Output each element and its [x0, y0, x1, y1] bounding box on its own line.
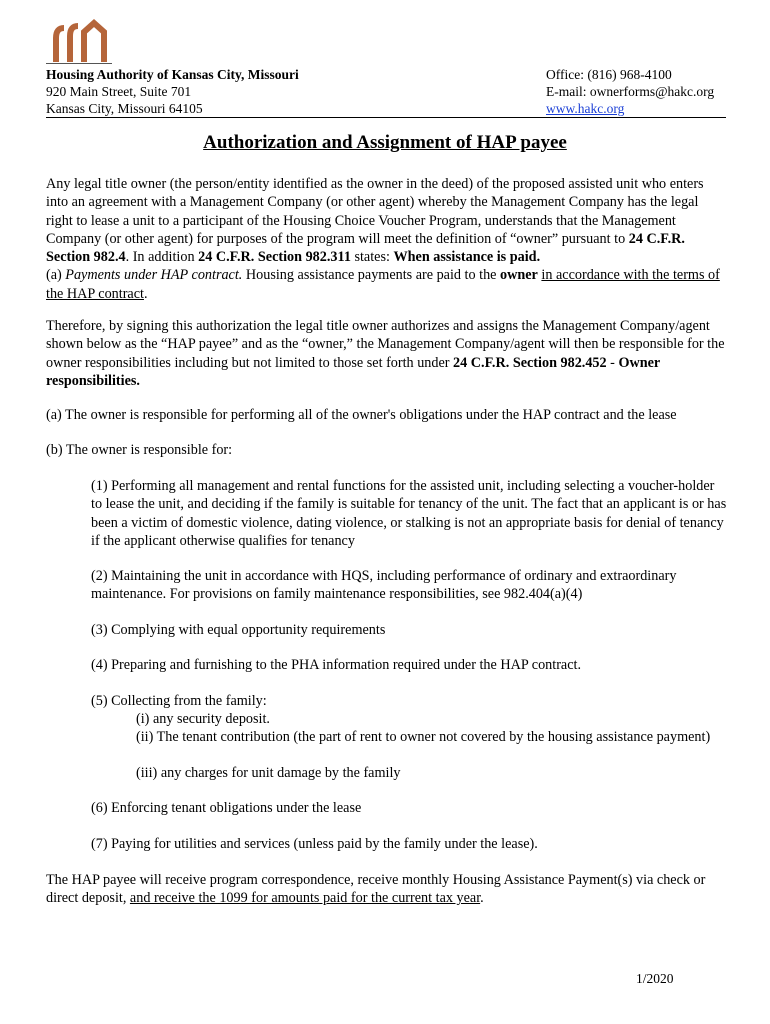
closing-paragraph — [46, 871, 728, 908]
item-b: (b) The owner is responsible for: — [46, 442, 233, 458]
hakc-logo-icon — [48, 18, 112, 62]
org-address-block — [46, 66, 299, 117]
header-divider — [46, 117, 726, 118]
cfr-982-452: 24 C.F.R. Section 982.452 — [453, 354, 607, 371]
therefore-dash: - — [606, 354, 619, 371]
sub-item-4: (4) Preparing and furnishing to the PHA information required under the HAP contract. — [91, 657, 582, 673]
closing-text-1: The HAP payee will receive program correspondence, receive monthly Housing Assistance Payment(s) via check or direct deposit, — [46, 872, 706, 907]
office-phone: Office: (816) 968-4100 — [546, 67, 672, 82]
sub-item-2: (2) Maintaining the unit in accordance with HQS, including performance of ordinary and extraordinary maintenance. For provisions on family maintenance responsibilities, see 982.404(a)(4) — [91, 568, 677, 603]
sub-item-3: (3) Complying with equal opportunity requirements — [91, 622, 386, 638]
closing-1099-underlined: and receive the 1099 for amounts paid for the current tax year — [129, 890, 481, 907]
therefore-text-1: Therefore, by signing this authorization the legal title owner authorizes and assigns the Management Company/agent shown below as the “HAP payee” and as the “owner,” the Management Company/agent will then be responsible for the owner responsibilities including but not limited to those set forth under — [46, 318, 725, 371]
when-assistance-paid: When assistance is paid. — [393, 249, 541, 266]
owner-bold: owner — [500, 267, 538, 284]
therefore-paragraph — [46, 317, 728, 390]
contact-block — [546, 66, 714, 117]
address-line-1: 920 Main Street, Suite 701 — [46, 84, 192, 99]
intro-text-5: Housing assistance payments are paid to the — [242, 267, 501, 284]
intro-text-3: states: — [350, 249, 394, 266]
sub-item-1: (1) Performing all management and rental functions for the assisted unit, including selecting a voucher-holder to lease the unit, and deciding if the family is suitable for tenancy of the unit. The fact that an applicant is or has been a victim of domestic violence, dating violence, or stalking is not an appropriate basis for denial of tenancy if the applicant otherwise qualifies for tenancy — [91, 478, 727, 549]
website-link[interactable]: www.hakc.org — [546, 101, 625, 116]
owner-responsibilities-heading: Owner responsibilities. — [46, 354, 660, 389]
hap-terms-underlined: in accordance with the terms of the HAP contract — [46, 267, 720, 302]
address-line-2: Kansas City, Missouri 64105 — [46, 101, 203, 116]
revision-date: 1/2020 — [636, 971, 674, 986]
payments-under-hap: Payments under HAP contract. — [65, 267, 243, 284]
sub-item-5: (5) Collecting from the family: — [91, 693, 267, 709]
closing-period: . — [480, 890, 484, 907]
sub-item-5-i: (i) any security deposit. — [136, 711, 270, 727]
contact-email: E-mail: ownerforms@hakc.org — [546, 84, 715, 99]
cfr-982-311: 24 C.F.R. Section 982.311 — [198, 249, 351, 266]
sub-item-5-ii: (ii) The tenant contribution (the part of rent to owner not covered by the housing assistance payment) — [136, 729, 711, 745]
sub-item-6: (6) Enforcing tenant obligations under the lease — [91, 800, 362, 816]
sub-item-7: (7) Paying for utilities and services (unless paid by the family under the lease). — [91, 836, 538, 852]
intro-text-4: (a) — [46, 267, 66, 284]
intro-paragraph — [46, 175, 728, 303]
intro-text-1: Any legal title owner (the person/entity identified as the owner in the deed) of the proposed assisted unit who enters into an agreement with a Management Company (or other agent) whereby the Management Company has the legal right to lease a unit to a participant of the Housing Choice Voucher Program, understands that the Management Company (or other agent) for purposes of the program will meet the definition of “owner” pursuant to — [46, 176, 704, 247]
cfr-982-4: 24 C.F.R. Section 982.4 — [46, 230, 685, 266]
sub-item-5-iii: (iii) any charges for unit damage by the family — [136, 765, 401, 781]
logo-rule — [46, 63, 112, 64]
item-a: (a) The owner is responsible for performing all of the owner's obligations under the HAP contract and the lease — [46, 407, 677, 423]
intro-period: . — [143, 285, 148, 302]
org-name: Housing Authority of Kansas City, Missouri — [46, 67, 299, 82]
intro-text-2: . In addition — [125, 249, 199, 266]
document-title: Authorization and Assignment of HAP payee — [203, 132, 567, 153]
